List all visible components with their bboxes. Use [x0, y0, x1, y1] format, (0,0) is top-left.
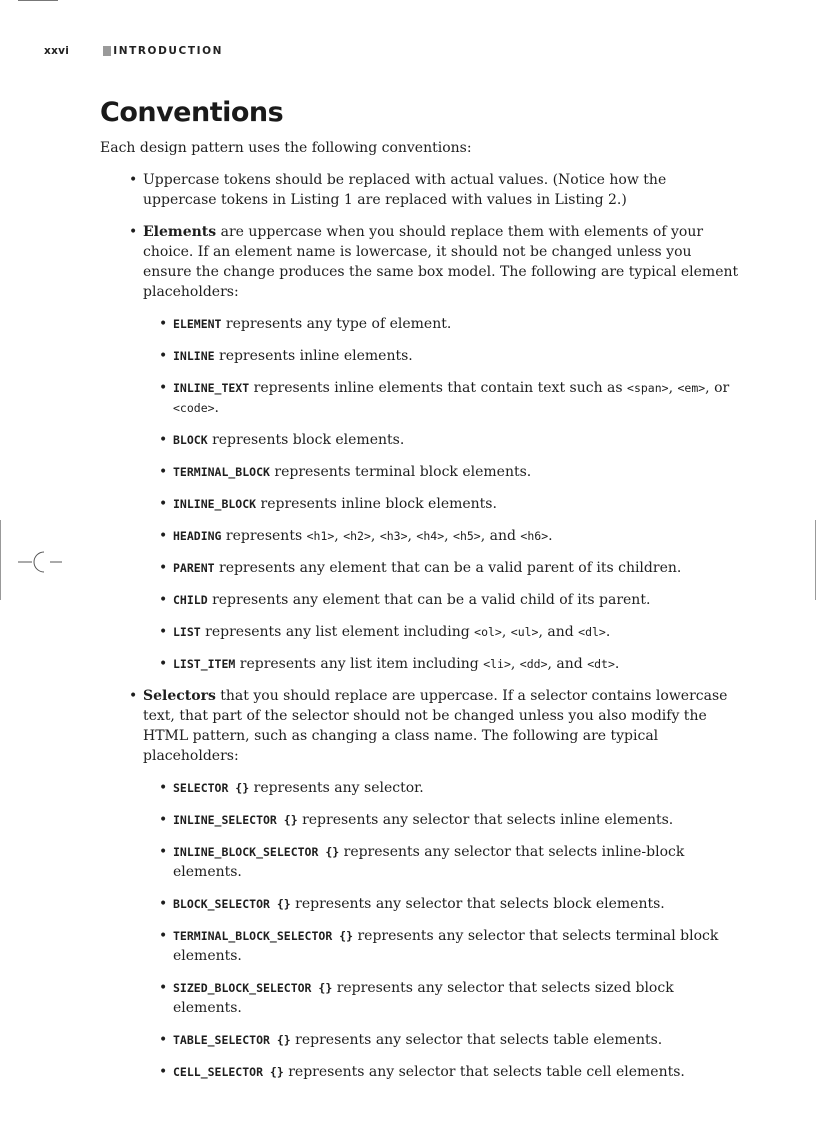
- tag-code: <code>: [173, 401, 215, 415]
- tag-code: <h5>: [453, 529, 481, 543]
- separator: .: [548, 528, 553, 544]
- bullet-elements: [143, 222, 740, 674]
- placeholder-desc: represents inline block elements.: [256, 496, 497, 512]
- tag-code: <span>: [627, 381, 669, 395]
- placeholder-desc: represents inline elements that contain text such as: [249, 380, 628, 396]
- placeholder-desc: represents any selector that selects inline elements.: [297, 812, 674, 828]
- list-item: [173, 926, 740, 966]
- crop-mark-left: [0, 520, 1, 600]
- placeholder-desc: represents terminal block elements.: [269, 464, 532, 480]
- list-item: [173, 810, 740, 830]
- placeholder-code: TERMINAL_BLOCK: [173, 465, 270, 479]
- placeholder-desc: represents any type of element.: [221, 316, 452, 332]
- section-title: Conventions: [100, 97, 284, 128]
- elements-text: are uppercase when you should replace them with elements of your choice. If an element name is lowercase, it should not be changed unless you ensure the change produces the same box model. The following are typical element placeholders:: [143, 224, 739, 300]
- list-item: [173, 778, 740, 798]
- list-item: [173, 314, 740, 334]
- bullet-selectors: [143, 686, 740, 1082]
- placeholder-code: INLINE_BLOCK: [173, 497, 257, 511]
- separator: , or: [705, 380, 730, 396]
- list-item: [173, 978, 740, 1018]
- placeholder-code: ELEMENT: [173, 317, 222, 331]
- bullet-uppercase: [143, 170, 740, 210]
- placeholder-code: TERMINAL_BLOCK_SELECTOR {}: [173, 929, 354, 943]
- tag-code: <ol>: [474, 625, 502, 639]
- list-item: [173, 462, 740, 482]
- list-item: [173, 894, 740, 914]
- tag-code: <em>: [677, 381, 706, 395]
- separator: , and: [538, 624, 579, 640]
- list-item: [173, 378, 740, 418]
- placeholder-desc: represents any element that can be a valid parent of its children.: [214, 560, 682, 576]
- tag-code: <ul>: [510, 625, 539, 639]
- list-item: [173, 1062, 740, 1082]
- placeholder-desc: represents any selector that selects terminal block elements.: [173, 928, 719, 964]
- selector-placeholders-list: [143, 778, 740, 1082]
- placeholder-code: SELECTOR {}: [173, 781, 250, 795]
- placeholder-desc: represents any selector that selects table elements.: [290, 1032, 663, 1048]
- page-number: xxvi: [44, 45, 70, 57]
- selectors-term: Selectors: [143, 688, 216, 704]
- placeholder-desc: represents any selector that selects table cell elements.: [283, 1064, 685, 1080]
- placeholder-code: INLINE_TEXT: [173, 381, 250, 395]
- placeholder-desc: represents any selector.: [249, 780, 424, 796]
- placeholder-desc: represents any list item including: [235, 656, 484, 672]
- list-item: [173, 590, 740, 610]
- placeholder-code: LIST: [173, 625, 201, 639]
- crop-mark-top: [18, 0, 58, 1]
- tag-code: <dt>: [587, 657, 615, 671]
- tag-code: <dd>: [519, 657, 548, 671]
- separator: .: [214, 400, 219, 416]
- running-head: [44, 44, 223, 58]
- list-item: • HEADING represents <h1>, <h2>, <h3>, <h4>, <h5>, and <h6>.: [173, 526, 740, 546]
- separator: .: [614, 656, 620, 672]
- separator: ,: [510, 656, 520, 672]
- list-item: [173, 494, 740, 514]
- conjunction: and: [489, 528, 516, 544]
- placeholder-desc: represents inline elements.: [214, 348, 413, 364]
- registration-mark-icon: [18, 548, 62, 576]
- list-item: [173, 622, 740, 642]
- placeholder-code: TABLE_SELECTOR {}: [173, 1033, 291, 1047]
- placeholder-desc: represents any selector that selects inline-block elements.: [173, 844, 685, 880]
- placeholder-desc: represents any selector that selects sized block elements.: [173, 980, 674, 1016]
- placeholder-code: SIZED_BLOCK_SELECTOR {}: [173, 981, 333, 995]
- section-intro: Each design pattern uses the following conventions:: [100, 140, 472, 156]
- tag-code: <h1>: [306, 529, 335, 543]
- tag-code: <h4>: [416, 529, 445, 543]
- separator: ,: [501, 624, 511, 640]
- placeholder-code: LIST_ITEM: [173, 657, 236, 671]
- placeholder-code: BLOCK: [173, 433, 208, 447]
- placeholder-code: INLINE_SELECTOR {}: [173, 813, 298, 827]
- page-body: [100, 96, 740, 1094]
- placeholder-desc: represents block elements.: [207, 432, 405, 448]
- placeholder-code: INLINE_BLOCK_SELECTOR {}: [173, 845, 340, 859]
- placeholder-desc: represents any element that can be a valid child of its parent.: [207, 592, 651, 608]
- tag-code: <h3>: [379, 529, 408, 543]
- tag-code: <li>: [483, 657, 511, 671]
- list-item: [173, 558, 740, 578]
- separator: ,: [668, 380, 678, 396]
- list-item: [173, 842, 740, 882]
- list-item: [173, 654, 740, 674]
- list-item: [173, 430, 740, 450]
- placeholder-desc: represents any selector that selects block elements.: [290, 896, 665, 912]
- element-placeholders-list: [143, 314, 740, 674]
- placeholder-code: CHILD: [173, 593, 208, 607]
- bullet-uppercase-text: Uppercase tokens should be replaced with actual values. (Notice how the uppercase tokens in Listing 1 are replaced with values in Listing 2.): [143, 172, 667, 208]
- tag-code: <h6>: [520, 529, 549, 543]
- separator: , and: [547, 656, 588, 672]
- tag-code: <dl>: [578, 625, 606, 639]
- placeholder-code: CELL_SELECTOR {}: [173, 1065, 284, 1079]
- list-item: [173, 1030, 740, 1050]
- placeholder-desc: represents: [221, 528, 307, 544]
- list-item: [173, 346, 740, 366]
- running-title: INTRODUCTION: [113, 45, 224, 57]
- tag-code: <h2>: [343, 529, 371, 543]
- separator: .: [605, 624, 611, 640]
- selectors-text: that you should replace are uppercase. If a selector contains lowercase text, that part of the selector should not be changed unless you also modify the HTML pattern, such as changing a class name. The following are typical placeholders:: [143, 688, 728, 764]
- elements-term: Elements: [143, 224, 217, 240]
- placeholder-desc: represents any list element including: [200, 624, 475, 640]
- placeholder-code: INLINE: [173, 349, 215, 363]
- placeholder-code: BLOCK_SELECTOR {}: [173, 897, 291, 911]
- placeholder-code: HEADING: [173, 529, 222, 543]
- placeholder-code: PARENT: [173, 561, 215, 575]
- conventions-list: [100, 170, 740, 1082]
- running-head-bar: [103, 46, 111, 56]
